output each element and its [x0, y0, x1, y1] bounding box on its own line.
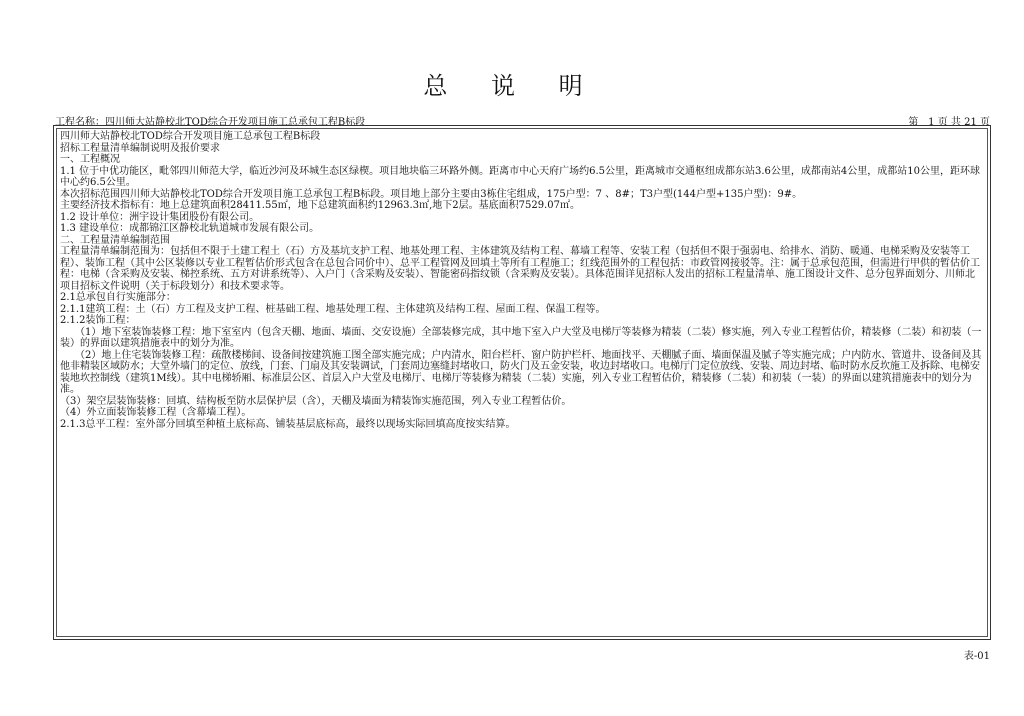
paragraph-owner: 1.3 建设单位：成都锦江区静校北轨道城市发展有限公司。: [60, 223, 320, 234]
paragraph-basement: （1）地下室装饰装修工程：地下室室内（包含天棚、地面、墙面、交安设施）全部装修完成，其中地下室入户大堂及电梯厅等装修为精装（二装）修实施，列入专业工程暂估价，精装修（二装）和初装（一装）的界面以建筑措施表中的划分为准。: [60, 326, 982, 349]
doc-heading: 四川师大站静校北TOD综合开发项目施工总承包工程B标段: [60, 131, 321, 142]
paragraph-residential: （2）地上住宅装饰装修工程：疏散楼梯间、设备间按建筑施工图全部实施完成；户内清水，阳台栏杆、窗户防护栏杆、地面找平、天棚腻子面、墙面保温及腻子等实施完成；户内防水、管道井、设备间及其他非精装区域防水；大堂外墙门的定位、放线，门套、门扇及其安装调试，门套周边塞缝封堵收口，防火门及五金安装，收边封堵收口。电梯厅门定位放线、安装、周边封堵、临时防水反坎施工及拆除、电梯安装地坎控制线（建筑1M线）。其中电梯轿厢、标准层公区、首层入户大堂及电梯厅、电梯厅等装修为精装（二装）实施，列入专业工程暂估价，精装修（二装）和初装（一装）的界面以建筑措施表中的划分为准。: [60, 349, 982, 395]
paragraph-overhead: （3）架空层装饰装修：回填、结构板至防水层保护层（含），天棚及墙面为精装饰实施范围，列入专业工程暂估价。: [60, 395, 572, 407]
paragraph-location: 1.1 位于中优功能区，毗邻四川师范大学，临近沙河及环城生态区绿楔。项目地块临三环路外侧。距离市中心天府广场约6.5公里，距离城市交通枢纽成都东站3.6公里，成都南站4公里，成都站10公里，距环球中心约6.5公里。: [60, 165, 980, 188]
doc-subheading: 招标工程量清单编制说明及报价要求: [60, 142, 220, 154]
paragraph-indicators: 主要经济技术指标有：地上总建筑面积28411.55㎡，地下总建筑面积约12963.3㎡,地下2层。基底面积7529.07㎡。: [60, 200, 580, 211]
paragraph-2-1-1: 2.1.1建筑工程：土（石）方工程及支护工程、桩基础工程、地基处理工程、主体建筑及结构工程、屋面工程、保温工程等。: [60, 303, 606, 315]
paragraph-2-1-2: 2.1.2装饰工程：: [60, 315, 136, 326]
paragraph-facade: （4）外立面装饰装修工程（含幕墙工程）。: [60, 407, 252, 418]
content-frame: [53, 125, 991, 640]
paragraph-scope: 本次招标范围四川师大站静校北TOD综合开发项目施工总承包工程B标段。项目地上部分主要由3栋住宅组成，175户型：7 、8#；T3户型(144户型+135户型)：9#。: [60, 188, 803, 200]
project-name: 工程名称：四川师大站静校北TOD综合开发项目施工总承包工程B标段: [55, 117, 366, 128]
paragraph-range: 工程量清单编制范围为：包括但不限于土建工程土（石）方及基坑支护工程、地基处理工程、主体建筑及结构工程、幕墙工程等、安装工程（包括但不限于强弱电、给排水、消防、暖通、电梯采购及安装等工程）、装饰工程（其中公区装修以专业工程暂估价形式包含在总包合同价中）、总平工程管网及回填土等所有工程施工；红线范围外的工程包括：市政管网接驳等。注：属于总承包范围，但需进行甲供的暂估价工程：电梯（含采购及安装、梯控系统、五方对讲系统等）、入户门（含采购及安装）、智能密码指纹锁（含采购及安装）。具体范围详见招标人发出的招标工程量清单、施工图设计文件、总分包界面划分、川师北项目招标文件说明（关于标段划分）和技术要求等。: [60, 246, 980, 292]
paragraph-2-1: 2.1总承包自行实施部分：: [60, 292, 176, 303]
section-heading-range: 二、工程量清单编制范围: [60, 234, 170, 246]
form-code: 表-01: [963, 651, 990, 662]
paragraph-designer: 1.2 设计单位：洲宇设计集团股份有限公司。: [60, 211, 260, 223]
section-heading-overview: 一、工程概况: [60, 154, 120, 165]
paragraph-2-1-3: 2.1.3总平工程：室外部分回填至种植土底标高、铺装基层底标高，最终以现场实际回填高度按实结算。: [60, 418, 516, 430]
content-inner-border: [56, 128, 988, 637]
content-body: [57, 129, 987, 430]
page-info: 第 1 页 共 21 页: [908, 117, 990, 128]
page-title: 总 说 明: [423, 72, 601, 100]
